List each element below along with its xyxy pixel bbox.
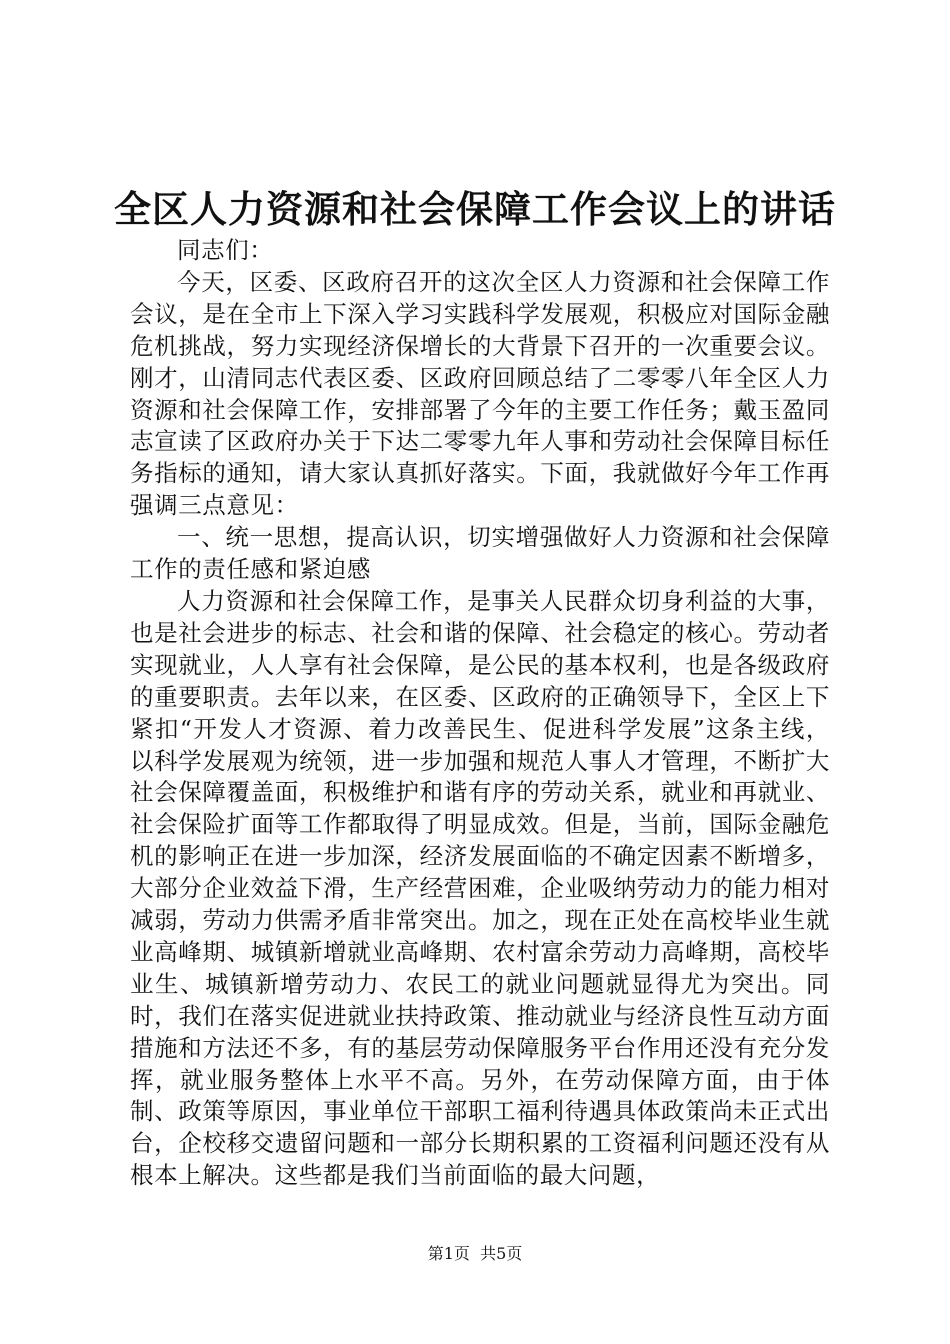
- body-paragraph: 人力资源和社会保障工作，是事关人民群众切身利益的大事，也是社会进步的标志、社会和谐的保障、社会稳定的核心。劳动者实现就业，人人享有社会保障，是公民的基本权利，也是各级政府的重要职责。去年以来，在区委、区政府的正确领导下，全区上下紧扣“开发人才资源、着力改善民生、促进科学发展”这条主线，以科学发展观为统领，进一步加强和规范人事人才管理，不断扩大社会保障覆盖面，积极维护和谐有序的劳动关系，就业和再就业、社会保险扩面等工作都取得了明显成效。但是，当前，国际金融危机的影响正在进一步加深，经济发展面临的不确定因素不断增多，大部分企业效益下滑，生产经营困难，企业吸纳劳动力的能力相对减弱，劳动力供需矛盾非常突出。加之，现在正处在高校毕业生就业高峰期、城镇新增就业高峰期、农村富余劳动力高峰期，高校毕业生、城镇新增劳动力、农民工的就业问题就显得尤为突出。同时，我们在落实促进就业扶持政策、推动就业与经济良性互动方面措施和方法还不多，有的基层劳动保障服务平台作用还没有充分发挥，就业服务整体上水平不高。另外，在劳动保障方面，由于体制、政策等原因，事业单位干部职工福利待遇具体政策尚未正式出台，企校移交遗留问题和一部分长期积累的工资福利问题还没有从根本上解决。这些都是我们当前面临的最大问题，: [130, 586, 830, 1190]
- page-footer: [0, 1243, 950, 1265]
- document-body: [130, 235, 830, 1192]
- document-title: 全区人力资源和社会保障工作会议上的讲话: [114, 187, 836, 231]
- page-number: 第1页: [427, 1244, 470, 1263]
- page-total: 共5页: [480, 1244, 523, 1263]
- opening-paragraph: 今天，区委、区政府召开的这次全区人力资源和社会保障工作会议，是在全市上下深入学习实践科学发展观，积极应对国际金融危机挑战，努力实现经济保增长的大背景下召开的一次重要会议。刚才，山清同志代表区委、区政府回顾总结了二零零八年全区人力资源和社会保障工作，安排部署了今年的主要工作任务；戴玉盈同志宣读了区政府办关于下达二零零九年人事和劳动社会保障目标任务指标的通知，请大家认真抓好落实。下面，我就做好今年工作再强调三点意见：: [130, 267, 830, 520]
- section-heading: 一、统一思想，提高认识，切实增强做好人力资源和社会保障工作的责任感和紧迫感: [130, 523, 830, 584]
- salutation-paragraph: 同志们：: [177, 236, 274, 264]
